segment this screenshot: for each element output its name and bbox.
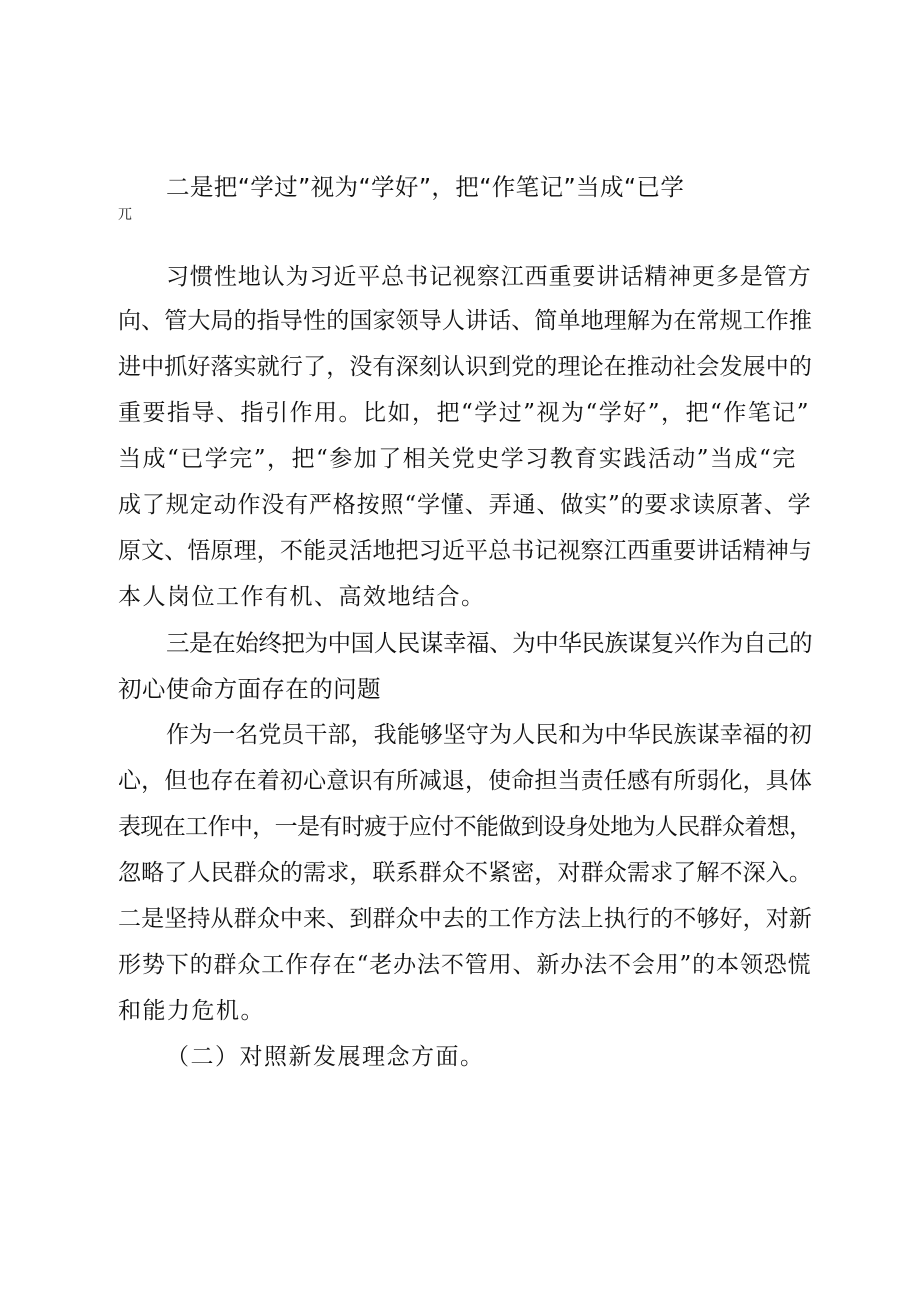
paragraph-1-line-6: 成了规定动作没有严格按照“学懂、弄通、做实”的要求读原著、学 [118, 492, 812, 518]
paragraph-1-line-4: 重要指导、指引作用。比如，把“学过”视为“学好”，把“作笔记” [118, 400, 811, 426]
paragraph-2-line-7: 和能力危机。 [118, 998, 265, 1024]
paragraph-2-line-5: 二是坚持从群众中来、到群众中去的工作方法上执行的不够好，对新 [118, 906, 812, 932]
paragraph-2-line-2: 心，但也存在着初心意识有所减退，使命担当责任感有所弱化，具体 [118, 768, 812, 794]
section-heading-3-line-1: 三是在始终把为中国人民谋幸福、为中华民族谋复兴作为自己的 [166, 629, 813, 657]
paragraph-1-line-3: 进中抓好落实就行了，没有深刻认识到党的理论在推动社会发展中的 [118, 354, 812, 380]
paragraph-1-line-1: 习惯性地认为习近平总书记视察江西重要讲话精神更多是管方 [166, 264, 812, 290]
paragraph-1-line-2: 向、管大局的指导性的国家领导人讲话、简单地理解为在常规工作推 [118, 308, 812, 334]
paragraph-2-line-4: 忽略了人民群众的需求，联系群众不紧密，对群众需求了解不深入。 [118, 860, 812, 886]
paragraph-1-line-7: 原文、悟原理，不能灵活地把习近平总书记视察江西重要讲话精神与 [118, 538, 812, 564]
section-heading-3-line-2: 初心使命方面存在的问题 [118, 675, 381, 703]
section-heading-2: 二是把“学过”视为“学好”，把“作笔记”当成“已学 [166, 173, 685, 201]
paragraph-1-line-5: 当成“已学完”，把“参加了相关党史学习教育实践活动”当成“完 [118, 446, 797, 472]
paragraph-2-line-1: 作为一名党员干部，我能够坚守为人民和为中华民族谋幸福的初 [166, 722, 812, 748]
subsection-heading: （二）对照新发展理念方面。 [166, 1044, 485, 1070]
paragraph-1-line-8: 本人岗位工作有机、高效地结合。 [118, 584, 486, 610]
section-heading-2-continuation: 兀 [118, 207, 132, 223]
paragraph-2-line-6: 形势下的群众工作存在“老办法不管用、新办法不会用”的本领恐慌 [118, 952, 812, 978]
paragraph-2-line-3: 表现在工作中，一是有时疲于应付不能做到设身处地为人民群众着想， [118, 814, 812, 840]
